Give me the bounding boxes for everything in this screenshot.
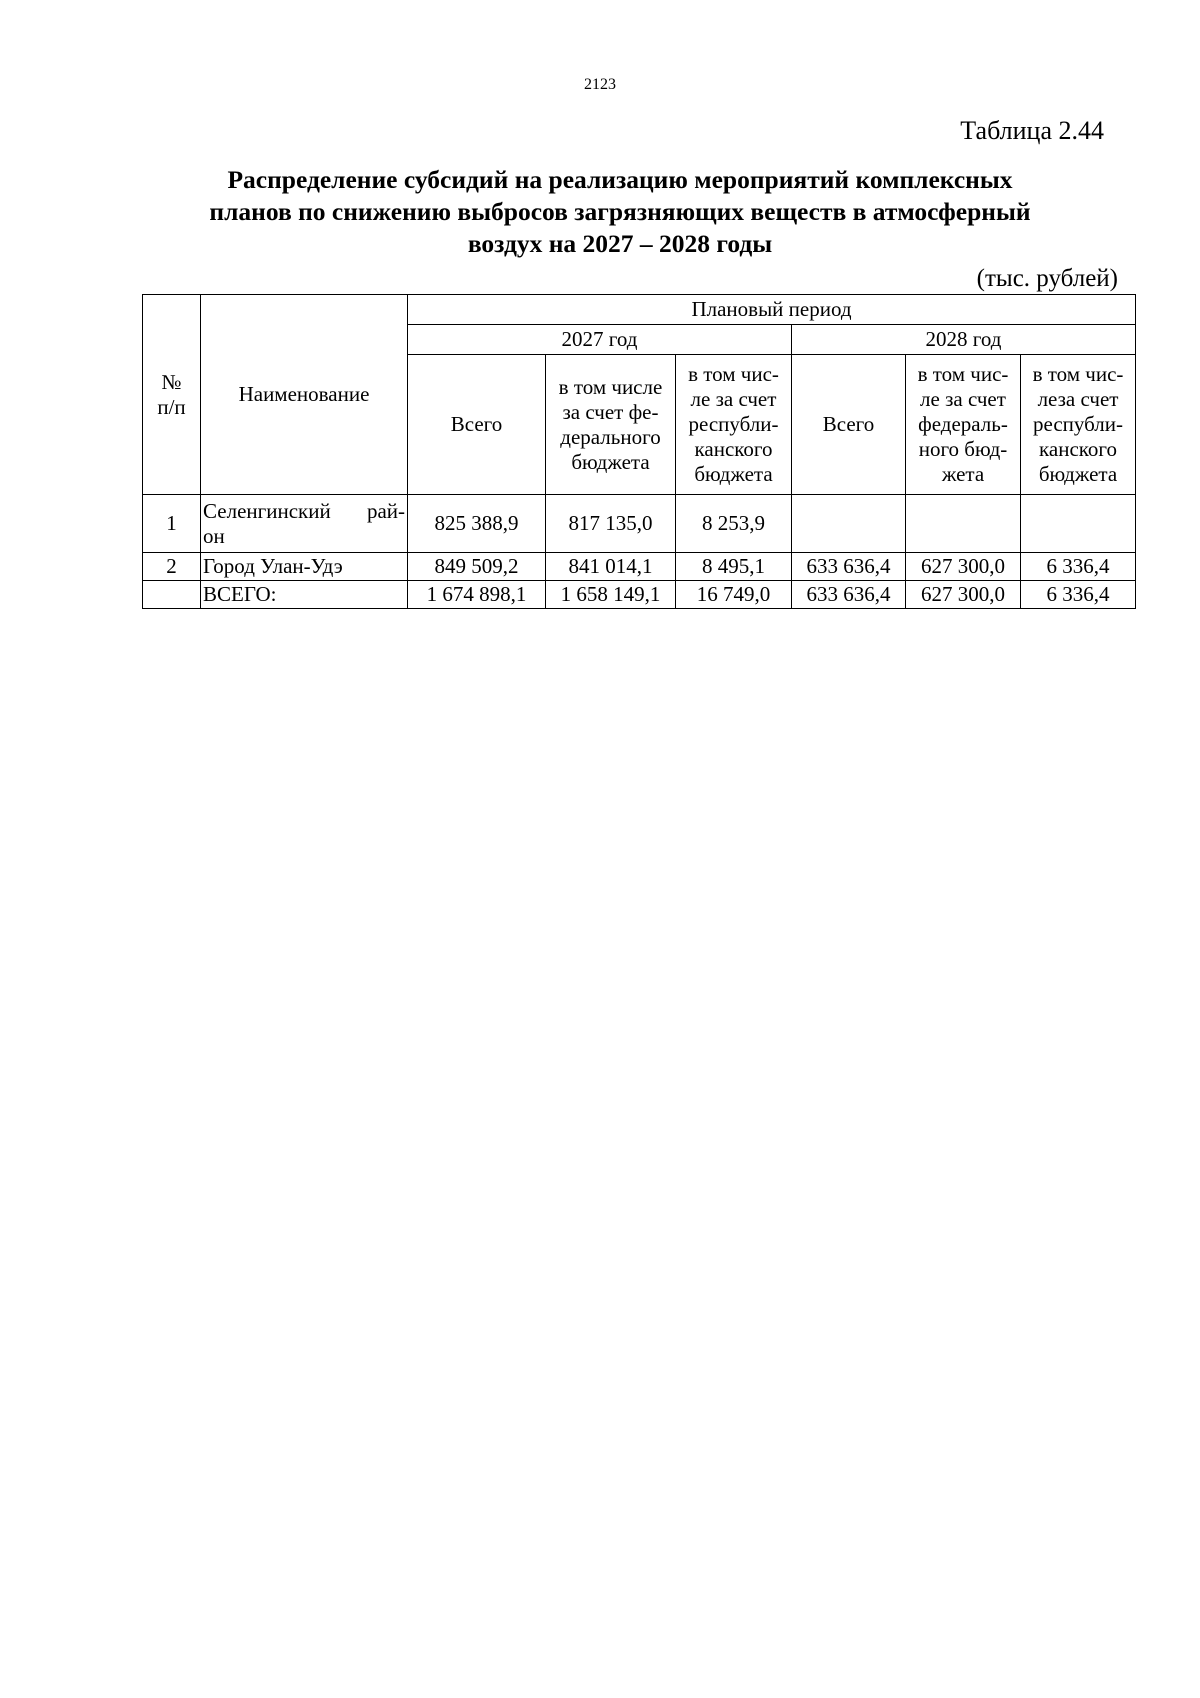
header-total-2028: Всего xyxy=(792,355,906,495)
header-line: федераль- xyxy=(918,412,1008,436)
row-name-line: Селенгинский рай- xyxy=(203,498,405,523)
header-line: в том чис- xyxy=(688,362,779,386)
header-line: канского xyxy=(1039,437,1117,461)
header-line: канского xyxy=(694,437,773,461)
cell-fed-2028: 627 300,0 xyxy=(906,553,1021,581)
header-fed-2027 xyxy=(546,355,676,495)
units-label: (тыс. рублей) xyxy=(976,265,1118,292)
header-line: республи- xyxy=(688,412,779,436)
header-rep-2028 xyxy=(1021,355,1136,495)
subsidy-table xyxy=(142,294,1136,609)
header-num-sign: № xyxy=(161,369,182,394)
table-row xyxy=(143,553,1136,581)
cell-fed-2027: 817 135,0 xyxy=(546,495,676,553)
header-line: в том чис- xyxy=(1032,362,1124,386)
document-title xyxy=(150,164,1090,260)
cell-rep-2027: 16 749,0 xyxy=(676,581,792,609)
header-num-pp: п/п xyxy=(157,394,186,419)
header-line: жета xyxy=(941,462,985,486)
cell-total-2028: 633 636,4 xyxy=(792,581,906,609)
header-row xyxy=(143,295,1136,325)
cell-fed-2028 xyxy=(906,495,1021,553)
header-line: республи- xyxy=(1033,412,1123,436)
total-row xyxy=(143,581,1136,609)
header-line: в том числе xyxy=(558,374,663,399)
cell-rep-2028: 6 336,4 xyxy=(1021,581,1136,609)
header-line: дерального xyxy=(560,424,661,449)
header-rep-2027 xyxy=(676,355,792,495)
cell-rep-2027: 8 495,1 xyxy=(676,553,792,581)
header-line: ле за счет xyxy=(920,387,1006,411)
header-total-2027: Всего xyxy=(408,355,546,495)
header-line: бюджета xyxy=(694,462,773,486)
cell-fed-2028: 627 300,0 xyxy=(906,581,1021,609)
table-row xyxy=(143,495,1136,553)
row-num: 2 xyxy=(143,553,201,581)
cell-total-2027: 825 388,9 xyxy=(408,495,546,553)
cell-total-2028 xyxy=(792,495,906,553)
cell-total-2028: 633 636,4 xyxy=(792,553,906,581)
header-num xyxy=(143,295,201,495)
row-name: ВСЕГО: xyxy=(201,581,408,609)
header-fed-2028 xyxy=(906,355,1021,495)
cell-total-2027: 1 674 898,1 xyxy=(408,581,546,609)
header-name: Наименование xyxy=(201,295,408,495)
row-num: 1 xyxy=(143,495,201,553)
cell-total-2027: 849 509,2 xyxy=(408,553,546,581)
header-line: бюджета xyxy=(1038,462,1118,486)
cell-rep-2028: 6 336,4 xyxy=(1021,553,1136,581)
header-line: леза счет xyxy=(1037,387,1119,411)
header-line: бюджета xyxy=(571,449,650,474)
header-line: в том чис- xyxy=(917,362,1009,386)
table-label: Таблица 2.44 xyxy=(960,116,1104,145)
header-line: ного бюд- xyxy=(918,437,1008,461)
title-line: воздух на 2027 – 2028 годы xyxy=(467,229,773,258)
row-name: Город Улан-Удэ xyxy=(201,553,408,581)
title-line: планов по снижению выбросов загрязняющих веществ в атмосферный xyxy=(209,197,1031,226)
page-number: 2123 xyxy=(584,76,616,93)
row-num xyxy=(143,581,201,609)
title-line: Распределение субсидий на реализацию мероприятий комплексных xyxy=(227,165,1013,194)
header-year-2028: 2028 год xyxy=(792,325,1136,355)
cell-rep-2028 xyxy=(1021,495,1136,553)
row-name xyxy=(201,495,408,553)
header-line: ле за счет xyxy=(690,387,777,411)
header-planned-period: Плановый период xyxy=(408,295,1136,325)
header-year-2027: 2027 год xyxy=(408,325,792,355)
cell-rep-2027: 8 253,9 xyxy=(676,495,792,553)
header-line: за счет фе- xyxy=(562,399,659,424)
row-name-line: он xyxy=(203,523,225,548)
cell-fed-2027: 1 658 149,1 xyxy=(546,581,676,609)
cell-fed-2027: 841 014,1 xyxy=(546,553,676,581)
